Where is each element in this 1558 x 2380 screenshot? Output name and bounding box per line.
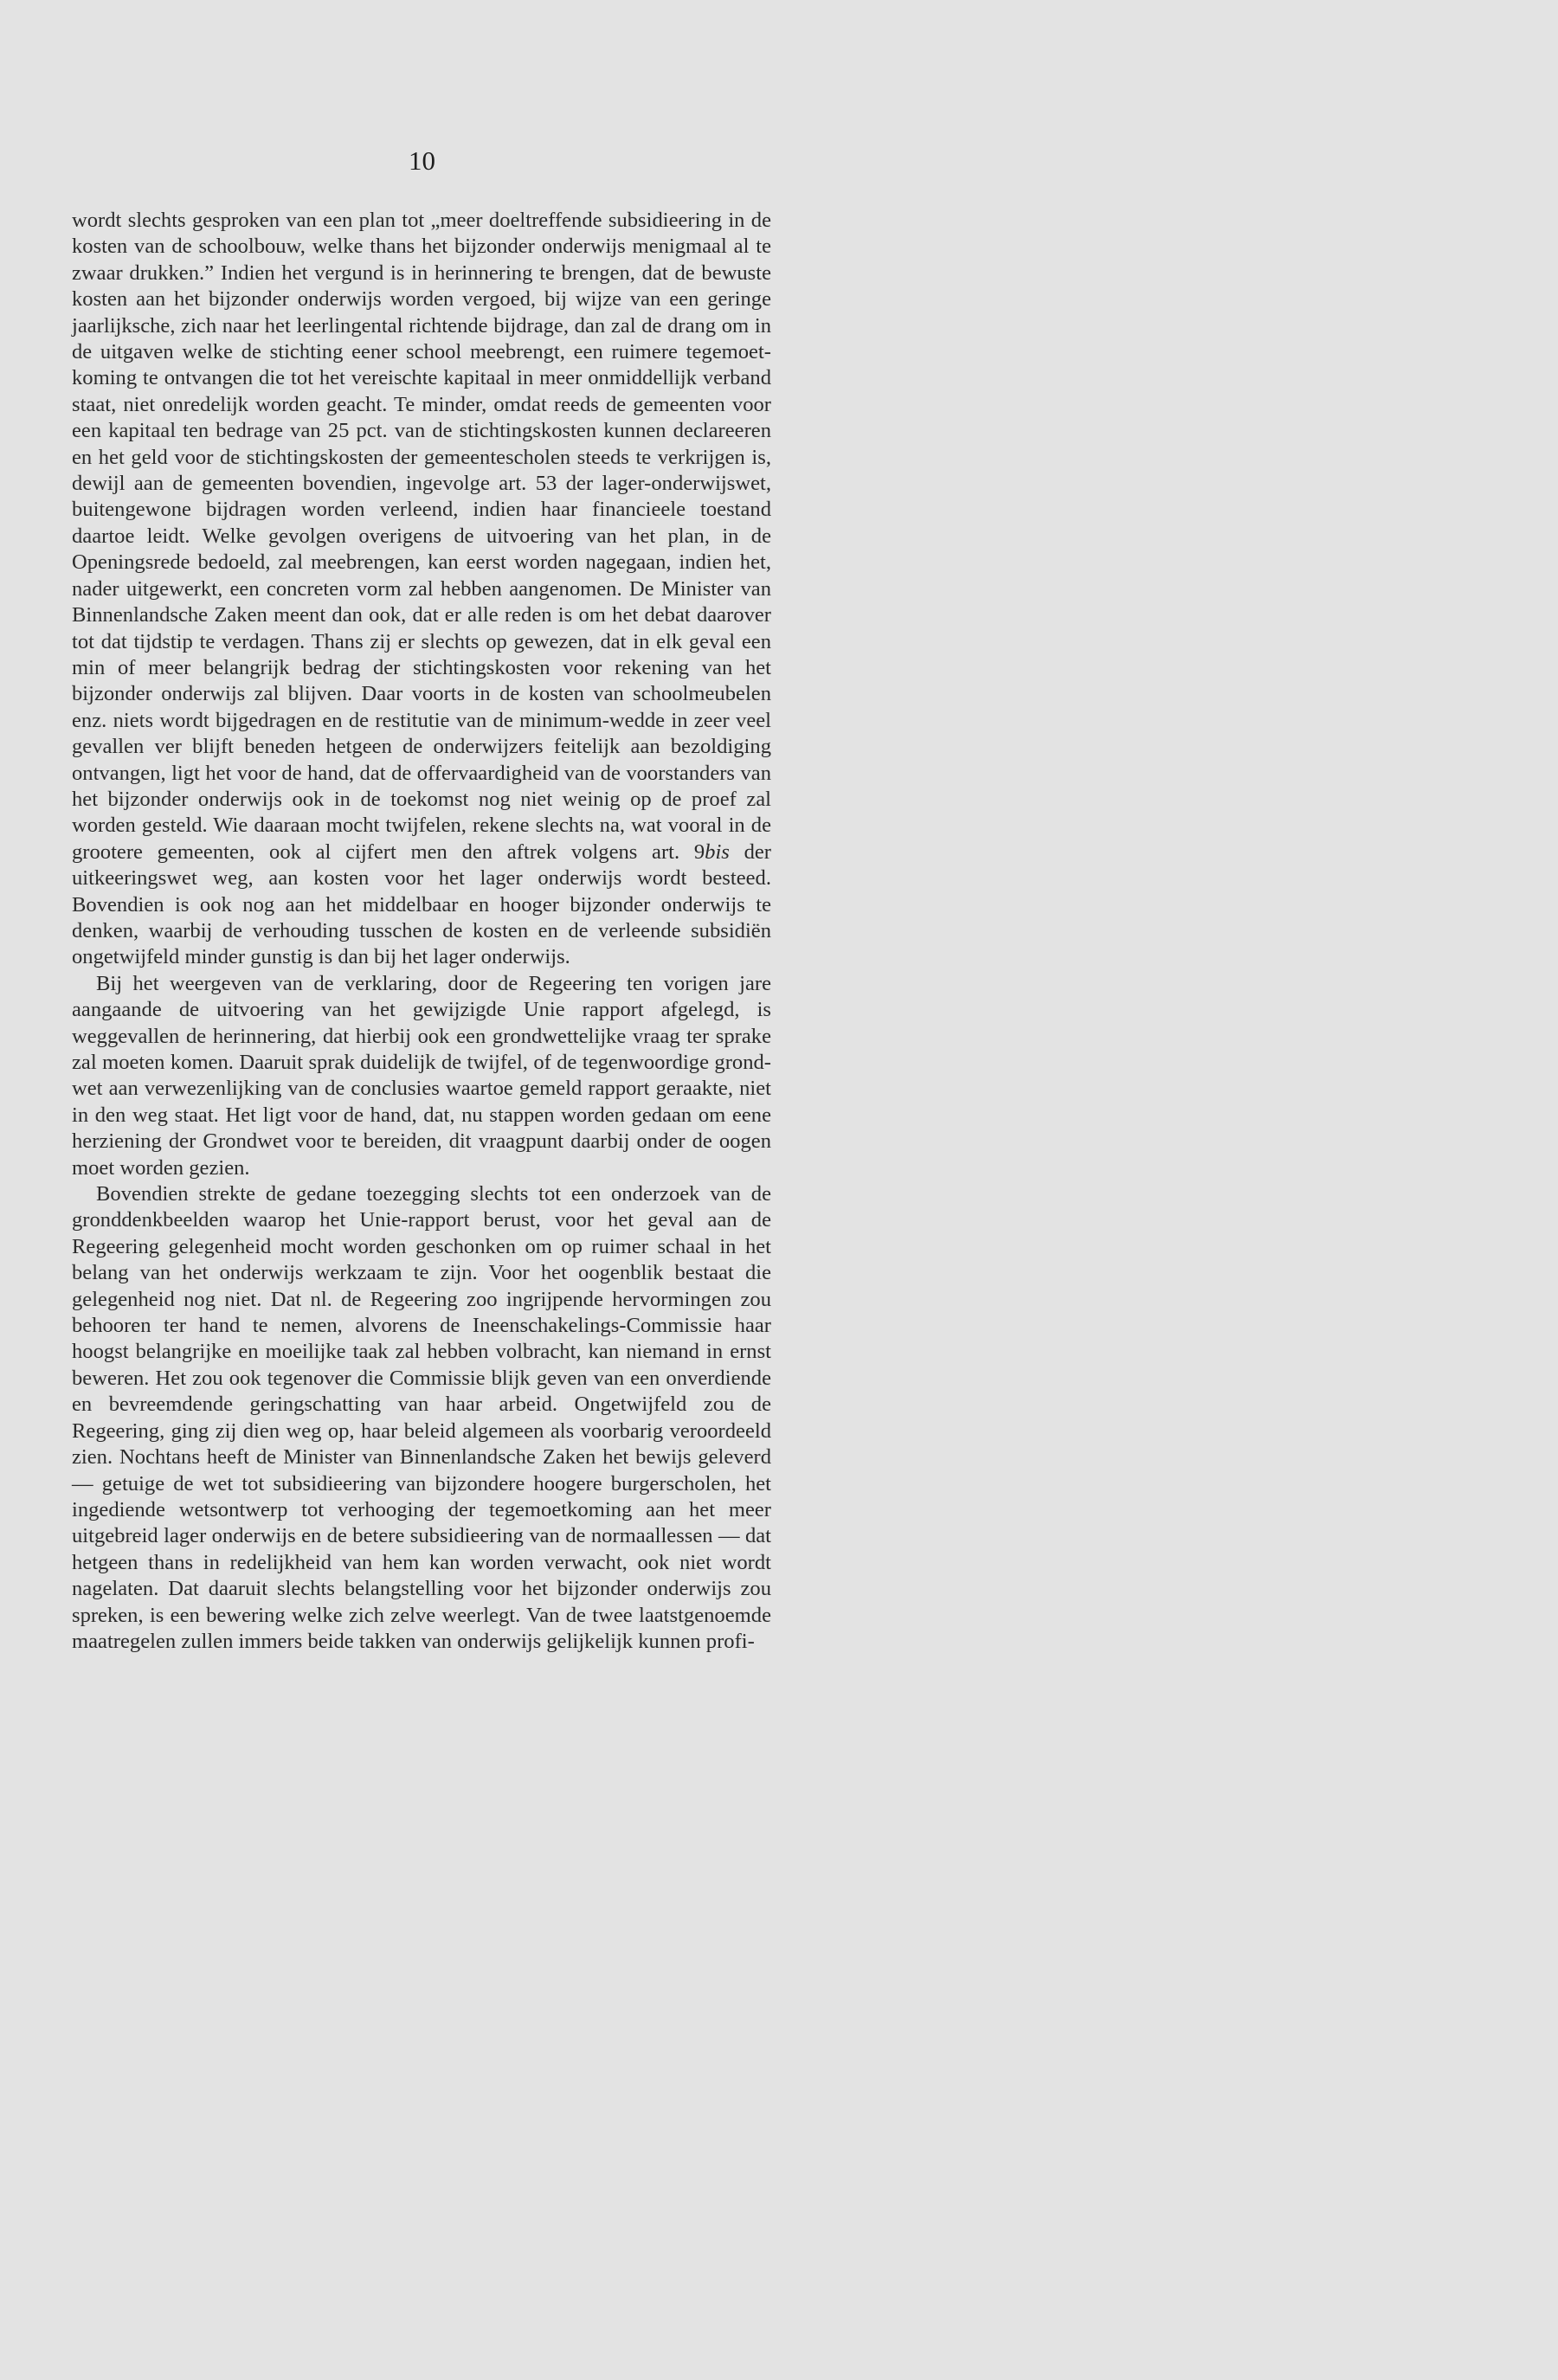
text-column — [72, 208, 771, 1655]
italic-bis: bis — [705, 839, 730, 864]
paragraph-3: Bovendien strekte de gedane toezegging slechts tot een onderzoek van de gronddenkbeelden waarop het Unie-rapport berust, voor het geval aan de Regeering gelegenheid mocht worden geschonken om op ruimer schaal in het belang van het onderwijs werkzaam te zijn. Voor het oogenblik bestaat die gelegenheid nog niet. Dat nl. de Regeering zoo ingrijpende hervormingen zou behooren ter hand te nemen, alvorens de Ineenschakelings-Commissie haar hoogst belangrijke en moeilijke taak zal hebben volbracht, kan niemand in ernst beweren. Het zou ook tegenover die Commissie blijk geven van een onverdiende en bevreemdende geringschatting van haar arbeid. Ongetwijfeld zou de Regeering, ging zij dien weg op, haar beleid algemeen als voorbarig veroordeeld zien. Nochtans heeft de Minister van Binnenlandsche Zaken het bewijs geleverd — getuige de wet tot subsidieering van bijzondere hoogere burgerscholen, het ingediende wetsontwerp tot verhooging der tegemoetkoming aan het meer uitgebreid lager onderwijs en de betere subsidieering van de normaallessen — dat hetgeen thans in redelijkheid van hem kan worden verwacht, ook niet wordt nagelaten. Dat daaruit slechts belangstelling voor het bijzonder onderwijs zou spreken, is een bewering welke zich zelve weerlegt. Van de twee laatstgenoemde maatregelen zullen immers beide takken van onderwijs gelijkelijk kunnen profi- — [72, 1182, 771, 1653]
paragraph-1-text: wordt slechts gesproken van een plan tot „meer doeltreffende subsidieering in de kosten van de schoolbouw, welke thans het bijzonder onderwijs menigmaal al te zwaar drukken.” Indien het vergund is in herinnering te brengen, dat de bewuste kosten aan het bijzonder onderwijs worden vergoed, bij wijze van een geringe jaarlijksche, zich naar het leerlingental richtende bijdrage, dan zal de drang om in de uitgaven welke de stichting eener school meebrengt, een ruimere tegemoetkoming te ontvangen die tot het vereischte kapitaal in meer onmiddellijk verband staat, niet onredelijk worden geacht. Te minder, omdat reeds de gemeenten voor een kapitaal ten bedrage van 25 pct. van de stichtingskosten kunnen declareeren en het geld voor de stichtingskosten der gemeentescholen steeds te verkrijgen is, dewijl aan de gemeenten bovendien, ingevolge art. 53 der lager-onderwijswet, buitengewone bijdragen worden verleend, indien haar financieele toestand daartoe leidt. Welke gevolgen overigens de uitvoering van het plan, in de Openingsrede bedoeld, zal meebrengen, kan eerst worden nagegaan, indien het, nader uitgewerkt, een concreten vorm zal hebben aangenomen. De Minister van Binnenlandsche Zaken meent dan ook, dat er alle reden is om het debat daarover tot dat tijdstip te verdagen. Thans zij er slechts op gewezen, dat in elk geval een min of meer belangrijk bedrag der stichtingskosten voor rekening van het bijzonder onderwijs zal blijven. Daar voorts in de kosten van schoolmeubelen enz. niets wordt bijgedragen en de restitutie van de minimum-wedde in zeer veel gevallen ver blijft beneden hetgeen de onderwijzers feitelijk aan bezoldiging ontvangen, ligt het voor de hand, dat de offervaardigheid van de voorstanders van het bijzonder onderwijs ook in de toekomst nog niet weinig op de proef zal worden gesteld. Wie daaraan mocht twijfelen, rekene slechts na, wat vooral in de grootere gemeenten, ook al cijfert men den aftrek volgens art. 9 — [72, 209, 771, 864]
paragraph-1 — [72, 208, 771, 971]
page-number: 10 — [409, 145, 435, 176]
paragraph-1-text-continued: der uitkeeringswet weg, aan kosten voor het lager onderwijs wordt besteed. Bovendien is ook nog aan het middelbaar en hooger bijzonder onderwijs te denken, waarbij de verhouding tusschen de kosten en de verleende subsidiën ongetwijfeld minder gunstig is dan bij het lager onderwijs. — [72, 839, 771, 969]
paragraph-2: Bij het weergeven van de verklaring, door de Regeering ten vorigen jare aangaande de uitvoering van het gewijzigde Unie rapport afgelegd, is weggevallen de herinnering, dat hierbij ook een grondwettelijke vraag ter sprake zal moeten komen. Daaruit sprak duidelijk de twijfel, of de tegenwoordige grondwet aan verwezenlijking van de conclusies waartoe gemeld rapport geraakte, niet in den weg staat. Het ligt voor de hand, dat, nu stappen worden gedaan om eene herziening der Grondwet voor te bereiden, dit vraagpunt daarbij onder de oogen moet worden gezien. — [72, 971, 771, 1180]
